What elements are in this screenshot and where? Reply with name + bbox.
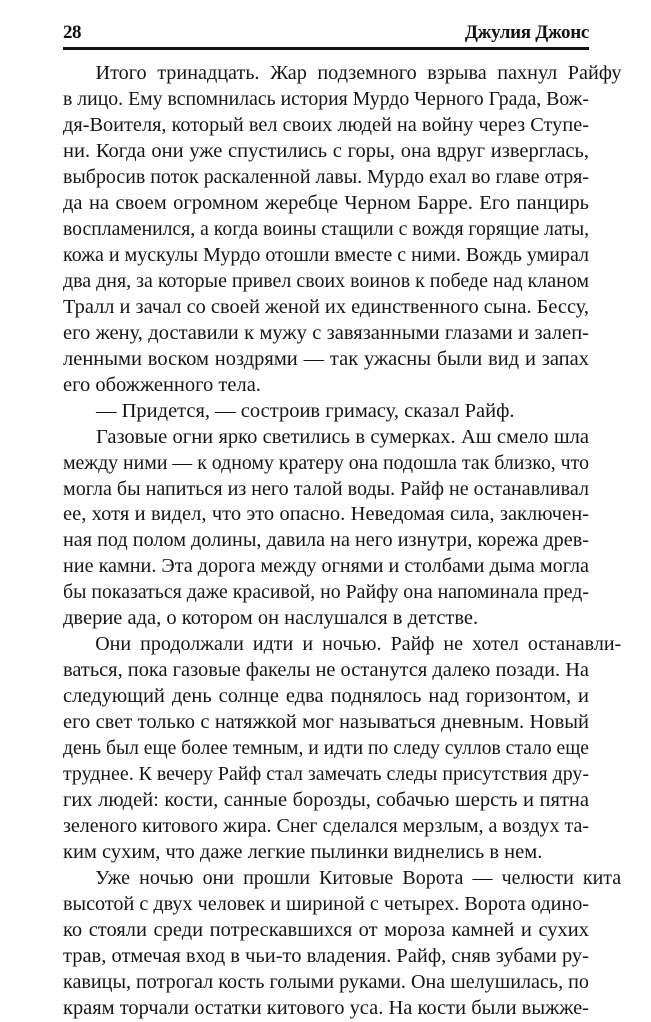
header-rule [63, 47, 589, 50]
text-line: ваться, пока газовые факелы не останутся далеко позади. На [63, 659, 589, 682]
text-line: гих людей: кости, санные борозды, собачью шерсть и пятна [63, 789, 589, 812]
text-line: кожа и мускулы Мурдо отошли вместе с ними. Вождь умирал [63, 243, 589, 266]
text-line: Они продолжали идти и ночью. Райф не хотел останавли- [95, 633, 622, 656]
text-line: зеленого китового жира. Снег сделался мерзлым, а воздух та- [63, 815, 589, 838]
text-line: Уже ночью они прошли Китовые Ворота — челюсти кита [95, 867, 622, 890]
text-line: два дня, за которые привел своих воинов к победе над кланом [63, 269, 589, 292]
running-title-author: Джулия Джонс [464, 22, 589, 43]
text-line: день был еще более темным, и идти по следу суллов стало еще [63, 737, 589, 760]
running-header [63, 20, 589, 46]
text-line: ким сухим, что даже легкие пылинки виднелись в нем. [63, 841, 543, 864]
text-line: ние камни. Эта дорога между огнями и столбами дыма могла [63, 555, 589, 578]
text-line: могла бы напиться из него талой воды. Райф не останавливал [63, 477, 589, 500]
text-line: ни. Когда они уже спустились с горы, она вдруг изверглась, [63, 139, 589, 162]
text-line: ная под полом долины, давила на него изнутри, корежа древ- [63, 529, 589, 552]
text-line: трав, отмечая вход в чьи-то владения. Райф, сняв зубами ру- [63, 944, 589, 967]
text-line: да на своем огромном жеребце Черном Барре. Его панцирь [63, 191, 589, 214]
text-line: дя-Воителя, который вел своих людей на войну через Ступе- [63, 113, 589, 136]
text-line: его свет только с натяжкой мог называться дневным. Новый [63, 711, 589, 734]
text-line: Итого тринадцать. Жар подземного взрыва пахнул Райфу [95, 62, 622, 84]
text-line: следующий день солнце едва поднялось над горизонтом, и [63, 685, 589, 708]
text-line: ленными воском ноздрями — так ужасны были вид и запах [63, 347, 589, 370]
page-number: 28 [63, 22, 81, 43]
text-line: воспламенился, а когда воины стащили с вождя горящие латы, [63, 217, 589, 240]
text-line: дверие ада, о котором он наслушался в детстве. [63, 607, 479, 630]
text-line: ее, хотя и видел, что это опасно. Неведомая сила, заключен- [63, 503, 589, 526]
text-line: краям торчали остатки китового уса. На кости были выжже- [63, 996, 589, 1019]
text-line: ко стояли среди потрескавшихся от мороза камней и сухих [63, 918, 589, 941]
text-line: высотой с двух человек и шириной с четырех. Ворота одино- [63, 893, 589, 915]
body-text [63, 61, 622, 1022]
text-line: его обожженного тела. [63, 373, 261, 396]
text-line: бы показаться даже красивой, но Райфу она напоминала пред- [63, 581, 589, 604]
text-line: между ними — к одному кратеру она подошла так близко, что [63, 451, 589, 474]
text-line: его жену, доставили к мужу с завязанными глазами и залеп- [63, 321, 589, 344]
text-line: — Придется, — состроив гримасу, сказал Райф. [96, 399, 515, 422]
text-line: Тралл и зачал со своей женой их единственного сына. Бессу, [63, 295, 589, 318]
text-line: Газовые огни ярко светились в сумерках. Аш смело шла [96, 425, 589, 448]
text-line: выбросив поток раскаленной лавы. Мурдо ехал во главе отря- [63, 165, 589, 188]
text-line: в лицо. Ему вспомнилась история Мурдо Черного Града, Вож- [63, 87, 589, 110]
text-line: труднее. К вечеру Райф стал замечать следы присутствия дру- [63, 763, 589, 786]
text-line: кавицы, потрогал кость голыми руками. Она шелушилась, по [63, 970, 589, 993]
